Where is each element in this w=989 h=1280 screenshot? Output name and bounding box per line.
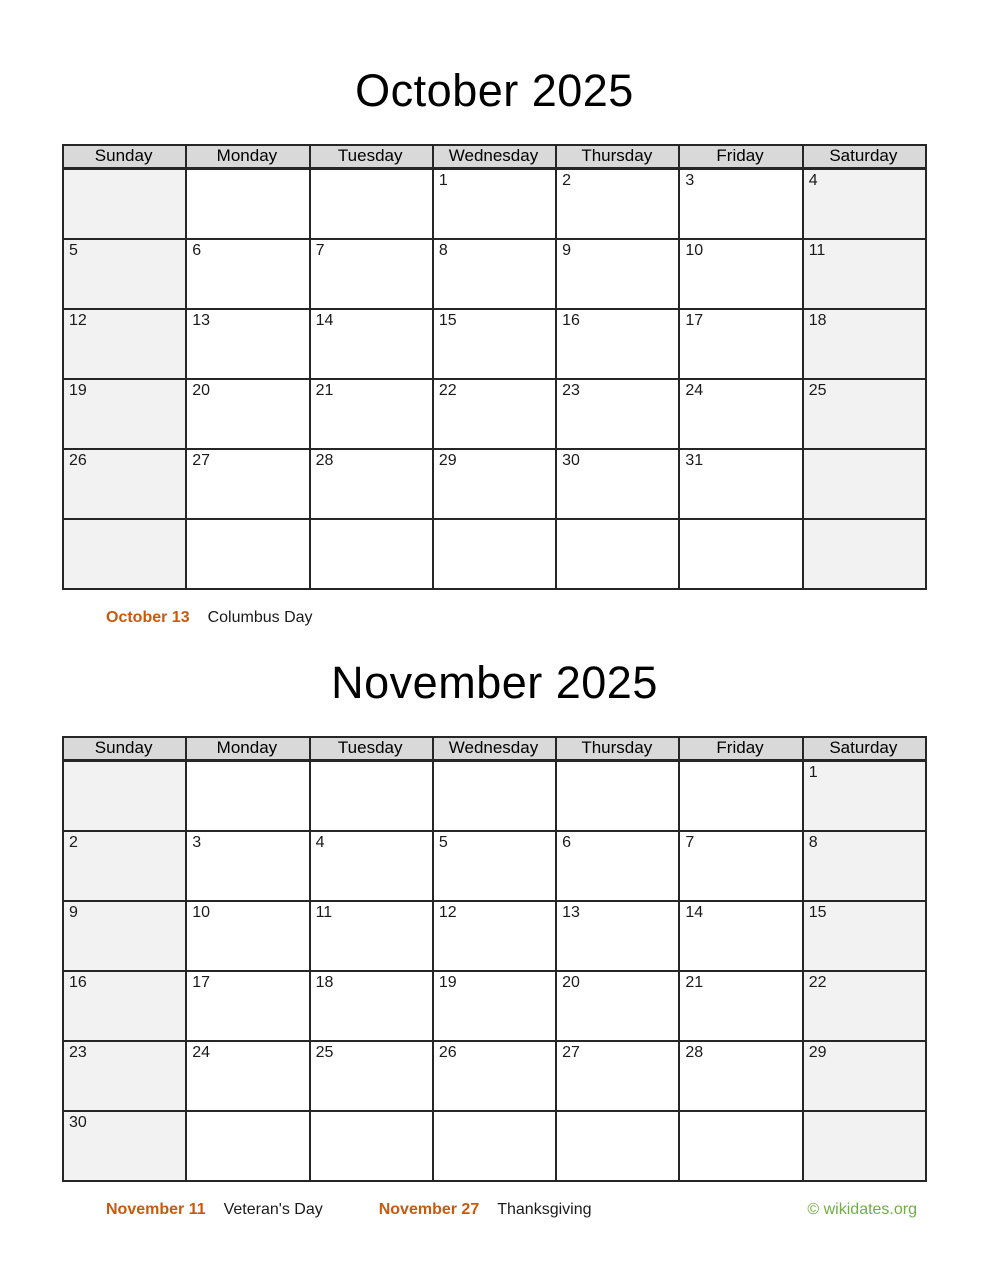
day-number: 15 bbox=[438, 312, 457, 329]
day-cell bbox=[310, 309, 433, 379]
day-cell bbox=[63, 901, 186, 971]
day-number: 18 bbox=[808, 312, 827, 329]
day-cell bbox=[556, 449, 679, 519]
week-row bbox=[63, 449, 926, 519]
day-cell bbox=[186, 519, 309, 589]
day-number: 8 bbox=[808, 834, 818, 851]
day-number: 17 bbox=[192, 974, 211, 991]
day-cell bbox=[803, 379, 926, 449]
day-number: 30 bbox=[69, 1114, 87, 1131]
day-cell bbox=[310, 971, 433, 1041]
holiday-note bbox=[106, 1200, 323, 1220]
day-cell bbox=[433, 449, 556, 519]
day-number: 6 bbox=[192, 242, 202, 259]
day-number: 4 bbox=[315, 834, 325, 851]
day-number: 17 bbox=[685, 312, 704, 329]
day-cell bbox=[803, 761, 926, 832]
day-number: 26 bbox=[69, 452, 87, 469]
month-block bbox=[62, 62, 927, 628]
day-cell bbox=[186, 379, 309, 449]
day-cell bbox=[63, 379, 186, 449]
weekday-header-row bbox=[63, 145, 926, 169]
day-number: 20 bbox=[562, 974, 580, 991]
day-number: 24 bbox=[685, 382, 704, 399]
week-row bbox=[63, 519, 926, 589]
day-cell bbox=[803, 971, 926, 1041]
day-number: 12 bbox=[438, 904, 457, 921]
weekday-header: Tuesday bbox=[310, 145, 433, 169]
day-number: 10 bbox=[192, 904, 211, 921]
day-number: 25 bbox=[808, 382, 827, 399]
day-cell bbox=[433, 971, 556, 1041]
day-cell bbox=[63, 519, 186, 589]
day-cell bbox=[803, 831, 926, 901]
day-number: 7 bbox=[315, 242, 325, 259]
day-number: 23 bbox=[69, 1044, 87, 1061]
day-cell bbox=[803, 239, 926, 309]
day-cell bbox=[679, 971, 802, 1041]
day-number: 27 bbox=[562, 1044, 580, 1061]
weekday-header: Tuesday bbox=[310, 737, 433, 761]
day-cell bbox=[803, 309, 926, 379]
day-cell bbox=[310, 901, 433, 971]
weekday-header: Monday bbox=[186, 145, 309, 169]
day-cell bbox=[63, 1111, 186, 1181]
day-cell bbox=[556, 169, 679, 240]
day-cell bbox=[186, 449, 309, 519]
day-number: 22 bbox=[438, 382, 457, 399]
day-cell bbox=[803, 1111, 926, 1181]
week-row bbox=[63, 1111, 926, 1181]
day-cell bbox=[556, 831, 679, 901]
day-number: 24 bbox=[192, 1044, 211, 1061]
day-number: 8 bbox=[438, 242, 448, 259]
day-cell bbox=[186, 971, 309, 1041]
day-cell bbox=[310, 449, 433, 519]
day-number: 2 bbox=[69, 834, 78, 851]
day-number: 3 bbox=[685, 172, 695, 189]
day-number: 31 bbox=[685, 452, 704, 469]
day-cell bbox=[186, 1041, 309, 1111]
holiday-date: November 11 bbox=[106, 1201, 206, 1218]
day-cell bbox=[186, 901, 309, 971]
copyright-link[interactable]: © wikidates.org bbox=[807, 1201, 917, 1218]
day-cell bbox=[803, 901, 926, 971]
month-block bbox=[62, 654, 927, 1220]
day-number: 9 bbox=[562, 242, 572, 259]
day-number: 5 bbox=[69, 242, 78, 259]
day-cell bbox=[63, 761, 186, 832]
holiday-notes bbox=[62, 1200, 927, 1220]
weekday-header: Sunday bbox=[63, 737, 186, 761]
day-cell bbox=[310, 761, 433, 832]
weekday-header: Wednesday bbox=[433, 737, 556, 761]
day-cell bbox=[679, 519, 802, 589]
day-cell bbox=[803, 519, 926, 589]
day-cell bbox=[556, 971, 679, 1041]
day-cell bbox=[433, 239, 556, 309]
day-cell bbox=[63, 971, 186, 1041]
day-cell bbox=[803, 449, 926, 519]
day-cell bbox=[186, 169, 309, 240]
week-row bbox=[63, 901, 926, 971]
day-cell bbox=[310, 519, 433, 589]
day-cell bbox=[310, 1041, 433, 1111]
weekday-header-row bbox=[63, 737, 926, 761]
day-cell bbox=[433, 379, 556, 449]
weekday-header: Sunday bbox=[63, 145, 186, 169]
day-cell bbox=[803, 1041, 926, 1111]
day-number: 16 bbox=[562, 312, 580, 329]
day-cell bbox=[63, 169, 186, 240]
day-cell bbox=[679, 831, 802, 901]
day-cell bbox=[556, 309, 679, 379]
day-number: 12 bbox=[69, 312, 87, 329]
weekday-header: Thursday bbox=[556, 737, 679, 761]
holiday-note bbox=[106, 608, 313, 628]
holiday-label: Thanksgiving bbox=[497, 1201, 592, 1218]
day-number: 3 bbox=[192, 834, 202, 851]
day-cell bbox=[679, 761, 802, 832]
weekday-header: Friday bbox=[679, 737, 802, 761]
day-cell bbox=[433, 309, 556, 379]
day-number: 14 bbox=[315, 312, 334, 329]
day-number: 10 bbox=[685, 242, 704, 259]
day-number: 26 bbox=[438, 1044, 457, 1061]
day-number: 29 bbox=[438, 452, 457, 469]
day-cell bbox=[433, 761, 556, 832]
day-cell bbox=[679, 449, 802, 519]
day-number: 11 bbox=[808, 242, 826, 259]
day-cell bbox=[433, 901, 556, 971]
day-number: 19 bbox=[438, 974, 457, 991]
day-cell bbox=[679, 379, 802, 449]
day-number: 9 bbox=[69, 904, 78, 921]
day-number: 4 bbox=[808, 172, 818, 189]
day-number: 13 bbox=[562, 904, 580, 921]
day-cell bbox=[433, 1041, 556, 1111]
day-cell bbox=[556, 379, 679, 449]
day-number: 22 bbox=[808, 974, 827, 991]
holiday-date: November 27 bbox=[378, 1201, 480, 1218]
day-number: 1 bbox=[808, 764, 818, 781]
day-cell bbox=[679, 1041, 802, 1111]
weekday-header: Thursday bbox=[556, 145, 679, 169]
calendar-table bbox=[62, 144, 927, 590]
day-number: 6 bbox=[562, 834, 572, 851]
day-cell bbox=[310, 831, 433, 901]
holiday-label: Veteran's Day bbox=[223, 1201, 323, 1218]
day-cell bbox=[433, 831, 556, 901]
day-cell bbox=[679, 901, 802, 971]
day-cell bbox=[556, 1041, 679, 1111]
calendar-table bbox=[62, 736, 927, 1182]
day-cell bbox=[63, 239, 186, 309]
day-cell bbox=[186, 239, 309, 309]
day-cell bbox=[556, 901, 679, 971]
day-number: 1 bbox=[438, 172, 448, 189]
day-cell bbox=[433, 169, 556, 240]
week-row bbox=[63, 971, 926, 1041]
day-number: 18 bbox=[315, 974, 334, 991]
holiday-label: Columbus Day bbox=[207, 609, 313, 626]
day-cell bbox=[556, 1111, 679, 1181]
day-cell bbox=[679, 239, 802, 309]
day-cell bbox=[803, 169, 926, 240]
day-cell bbox=[63, 831, 186, 901]
day-cell bbox=[679, 309, 802, 379]
day-cell bbox=[186, 309, 309, 379]
weekday-header: Saturday bbox=[803, 145, 926, 169]
day-cell bbox=[63, 449, 186, 519]
day-number: 25 bbox=[315, 1044, 334, 1061]
week-row bbox=[63, 169, 926, 240]
day-number: 11 bbox=[315, 904, 333, 921]
week-row bbox=[63, 309, 926, 379]
day-cell bbox=[310, 239, 433, 309]
day-cell bbox=[63, 309, 186, 379]
day-number: 29 bbox=[808, 1044, 827, 1061]
months-container bbox=[62, 62, 927, 1220]
day-cell bbox=[556, 239, 679, 309]
day-number: 13 bbox=[192, 312, 211, 329]
day-cell bbox=[556, 519, 679, 589]
week-row bbox=[63, 761, 926, 832]
day-cell bbox=[556, 761, 679, 832]
week-row bbox=[63, 831, 926, 901]
week-row bbox=[63, 239, 926, 309]
day-number: 28 bbox=[315, 452, 334, 469]
day-number: 21 bbox=[685, 974, 704, 991]
week-row bbox=[63, 1041, 926, 1111]
day-number: 15 bbox=[808, 904, 827, 921]
weekday-header: Wednesday bbox=[433, 145, 556, 169]
holiday-date: October 13 bbox=[106, 609, 190, 626]
day-cell bbox=[186, 831, 309, 901]
day-cell bbox=[186, 761, 309, 832]
day-number: 14 bbox=[685, 904, 704, 921]
day-number: 20 bbox=[192, 382, 211, 399]
weekday-header: Friday bbox=[679, 145, 802, 169]
day-cell bbox=[433, 1111, 556, 1181]
day-number: 16 bbox=[69, 974, 87, 991]
day-number: 19 bbox=[69, 382, 87, 399]
day-number: 28 bbox=[685, 1044, 704, 1061]
day-cell bbox=[310, 1111, 433, 1181]
day-number: 21 bbox=[315, 382, 334, 399]
day-number: 7 bbox=[685, 834, 695, 851]
day-cell bbox=[310, 379, 433, 449]
day-cell bbox=[679, 169, 802, 240]
weekday-header: Saturday bbox=[803, 737, 926, 761]
month-title: November 2025 bbox=[331, 657, 658, 708]
day-number: 2 bbox=[562, 172, 572, 189]
day-number: 30 bbox=[562, 452, 580, 469]
day-cell bbox=[310, 169, 433, 240]
holiday-note bbox=[379, 1200, 592, 1220]
day-cell bbox=[679, 1111, 802, 1181]
day-cell bbox=[433, 519, 556, 589]
holiday-notes bbox=[62, 608, 927, 628]
day-number: 27 bbox=[192, 452, 211, 469]
day-cell bbox=[186, 1111, 309, 1181]
month-title: October 2025 bbox=[355, 65, 634, 116]
day-cell bbox=[63, 1041, 186, 1111]
weekday-header: Monday bbox=[186, 737, 309, 761]
day-number: 5 bbox=[438, 834, 448, 851]
week-row bbox=[63, 379, 926, 449]
day-number: 23 bbox=[562, 382, 580, 399]
